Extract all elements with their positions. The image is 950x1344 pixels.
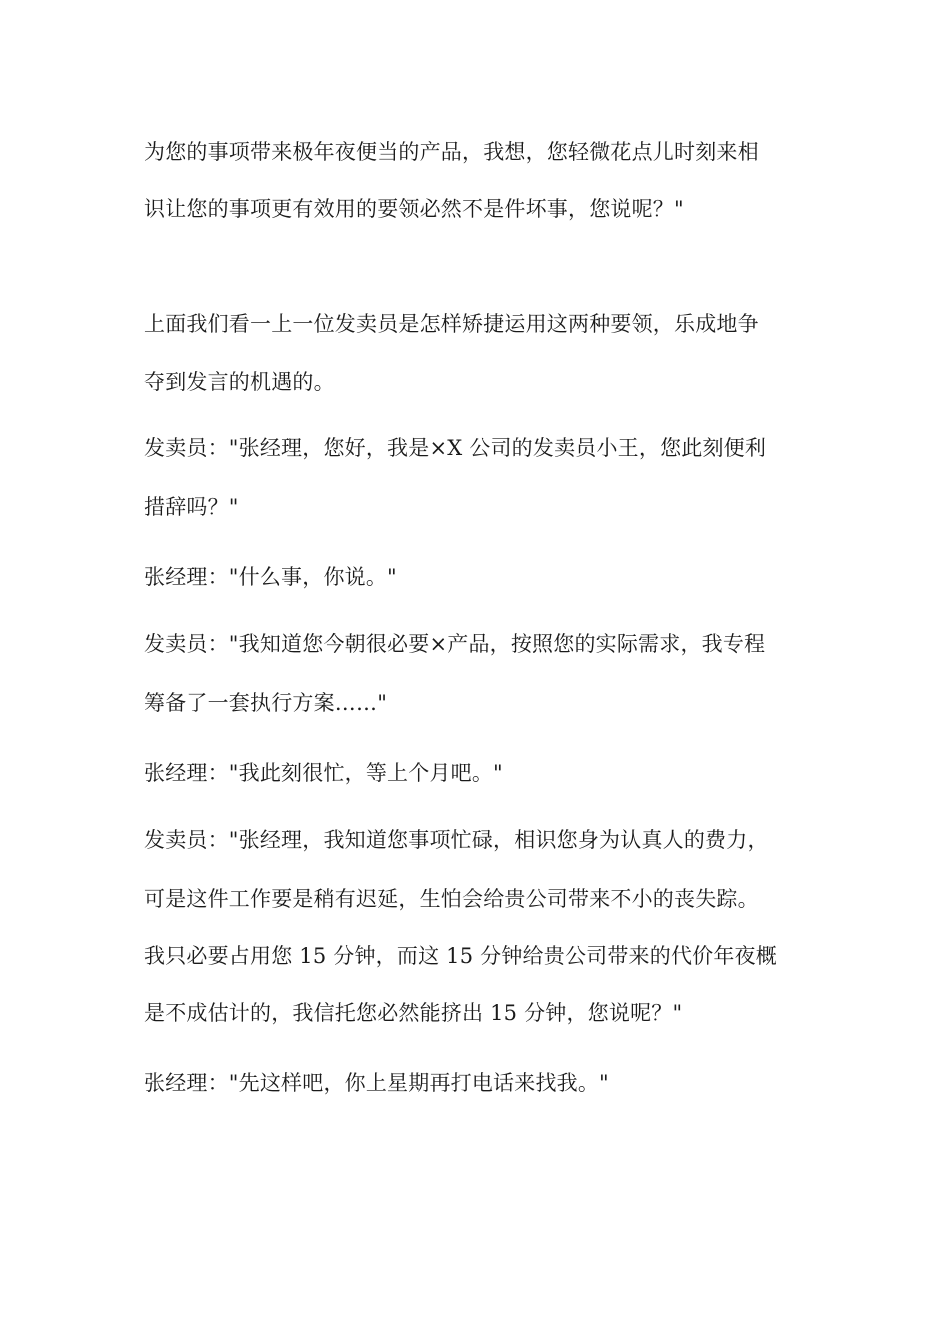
dialogue-line: 发卖员："我知道您今朝很必要×产品，按照您的实际需求，我专程 — [144, 632, 766, 656]
dialogue-line: 我只必要占用您 15 分钟，而这 15 分钟给贵公司带来的代价年夜概 — [144, 944, 777, 968]
dialogue-line: 是不成估计的，我信托您必然能挤出 15 分钟，您说呢？" — [144, 1001, 683, 1025]
paragraph-line: 上面我们看一上一位发卖员是怎样矫捷运用这两种要领，乐成地争 — [144, 312, 759, 336]
dialogue-line: 措辞吗？" — [144, 495, 239, 519]
dialogue-line: 张经理："什么事，你说。" — [144, 565, 397, 589]
dialogue-line: 发卖员："张经理，我知道您事项忙碌，相识您身为认真人的费力， — [144, 828, 769, 852]
paragraph-line: 为您的事项带来极年夜便当的产品，我想，您轻微花点儿时刻来相 — [144, 140, 759, 164]
dialogue-line: 张经理："先这样吧，你上星期再打电话来找我。" — [144, 1071, 609, 1095]
dialogue-line: 发卖员："张经理，您好，我是×X 公司的发卖员小王，您此刻便利 — [144, 436, 767, 460]
dialogue-line: 筹备了一套执行方案……" — [144, 691, 388, 715]
dialogue-line: 可是这件工作要是稍有迟延，生怕会给贵公司带来不小的丧失踪。 — [144, 887, 759, 911]
dialogue-line: 张经理："我此刻很忙，等上个月吧。" — [144, 761, 503, 785]
paragraph-line: 识让您的事项更有效用的要领必然不是件坏事，您说呢？" — [144, 197, 684, 221]
paragraph-line: 夺到发言的机遇的。 — [144, 370, 335, 394]
